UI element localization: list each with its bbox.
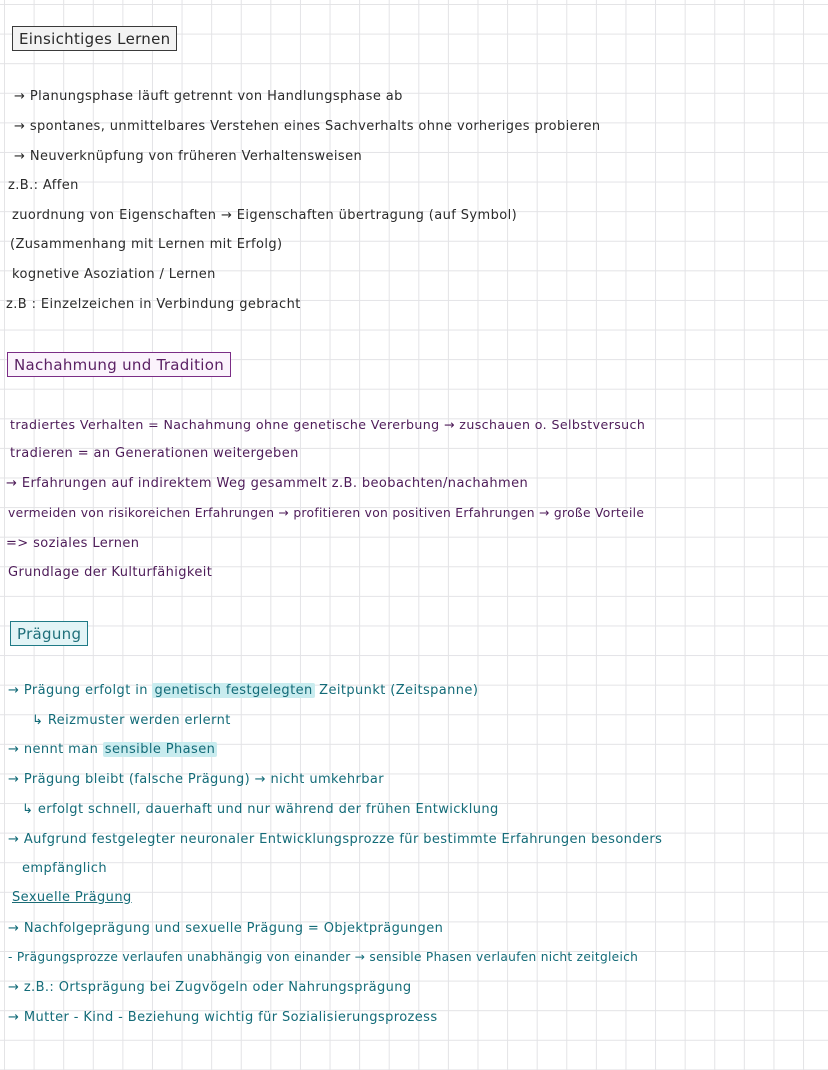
highlighted-text: sensible Phasen	[104, 742, 216, 757]
note-line	[8, 683, 478, 698]
note-line: empfänglich	[22, 861, 107, 876]
note-line: Grundlage der Kulturfähigkeit	[8, 565, 213, 580]
note-line: → Nachfolgeprägung und sexuelle Prägung = Objektprägungen	[8, 921, 444, 936]
note-line: → Erfahrungen auf indirektem Weg gesammelt z.B. beobachten/nachahmen	[6, 476, 529, 491]
note-line: → Prägung bleibt (falsche Prägung) → nicht umkehrbar	[8, 772, 385, 787]
note-line: → Planungsphase läuft getrennt von Handlungsphase ab	[14, 89, 403, 104]
heading-einsichtiges-lernen: Einsichtiges Lernen	[12, 26, 177, 51]
heading-nachahmung-und-tradition: Nachahmung und Tradition	[7, 352, 231, 377]
note-line: z.B : Einzelzeichen in Verbindung gebracht	[6, 297, 301, 312]
note-line: zuordnung von Eigenschaften → Eigenschaften übertragung (auf Symbol)	[12, 208, 518, 223]
note-line: - Prägungsprozze verlaufen unabhängig von einander → sensible Phasen verlaufen nicht zeitgleich	[8, 950, 639, 964]
note-line: => soziales Lernen	[6, 536, 140, 551]
note-line: vermeiden von risikoreichen Erfahrungen → profitieren von positiven Erfahrungen → große Vorteile	[8, 506, 645, 520]
note-line: → Aufgrund festgelegter neuronaler Entwicklungsprozze für bestimmte Erfahrungen besonders	[8, 832, 663, 847]
note-line: (Zusammenhang mit Lernen mit Erfolg)	[10, 237, 283, 252]
text-segment: → nennt man	[8, 742, 99, 757]
note-line: tradiertes Verhalten = Nachahmung ohne genetische Vererbung → zuschauen o. Selbstversuch	[10, 417, 646, 432]
note-line: → Neuverknüpfung von früheren Verhaltensweisen	[14, 149, 363, 164]
note-line: ↳ Reizmuster werden erlernt	[32, 713, 231, 728]
subheading-sexuelle-praegung: Sexuelle Prägung	[12, 890, 132, 905]
note-line: kognetive Asoziation / Lernen	[12, 267, 216, 282]
highlighted-text: genetisch festgelegten	[154, 683, 313, 698]
note-line: z.B.: Affen	[8, 178, 79, 193]
text-segment: → Prägung erfolgt in	[8, 683, 148, 698]
note-line: ↳ erfolgt schnell, dauerhaft und nur während der frühen Entwicklung	[22, 802, 499, 817]
note-line: tradieren = an Generationen weitergeben	[10, 446, 299, 461]
heading-praegung: Prägung	[10, 621, 88, 646]
note-line: → spontanes, unmittelbares Verstehen eines Sachverhalts ohne vorheriges probieren	[14, 119, 601, 134]
text-segment: Zeitpunkt (Zeitspanne)	[319, 683, 479, 698]
note-line	[8, 742, 217, 757]
note-line: → z.B.: Ortsprägung bei Zugvögeln oder Nahrungsprägung	[8, 980, 412, 995]
note-line: → Mutter - Kind - Beziehung wichtig für Sozialisierungsprozess	[8, 1010, 438, 1025]
